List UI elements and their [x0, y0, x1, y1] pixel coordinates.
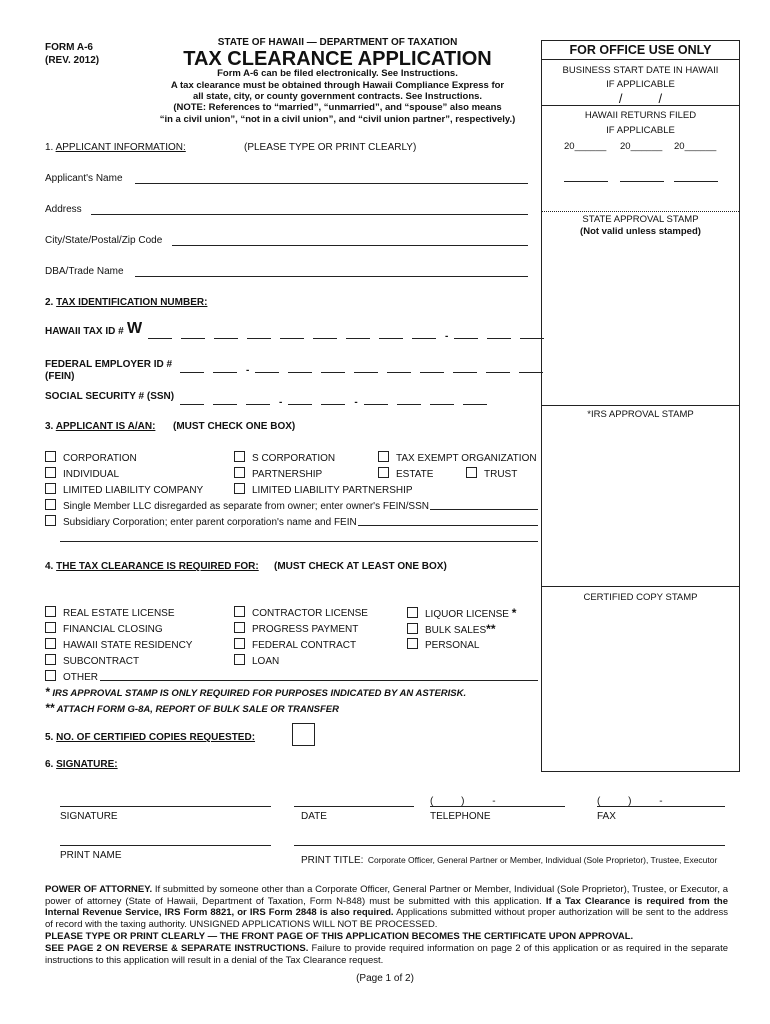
section-4-number: 4. — [45, 561, 54, 572]
print-title-options: Corporate Officer, General Partner or Member, Individual (Sole Proprietor), Trustee, Executor — [367, 855, 718, 865]
checkbox-other[interactable] — [45, 670, 98, 683]
bulk-note-asterisk: ** — [45, 701, 55, 715]
address-label: Address — [45, 204, 82, 215]
subsidiary-parent-field[interactable] — [358, 525, 538, 526]
telephone-field[interactable] — [430, 806, 565, 807]
fein-label-sub: (FEIN) — [45, 371, 75, 382]
estate-label: ESTATE — [396, 469, 434, 480]
fax-field[interactable] — [597, 806, 725, 807]
section-6-heading — [45, 759, 118, 770]
applicant-name-field[interactable] — [135, 183, 528, 184]
contractor-label: CONTRACTOR LICENSE — [252, 608, 368, 619]
checkbox-personal[interactable] — [407, 638, 479, 651]
poa-bold-1: If a Tax Clearance is required from the Internal Revenue Service, IRS Form 8821, or IRS Form 2848 is also required. — [45, 895, 728, 918]
checkbox-loan[interactable] — [234, 654, 279, 667]
date-label: DATE — [301, 811, 327, 822]
checkbox-bulk-sales[interactable] — [407, 622, 496, 636]
returns-year-1: 20______ — [564, 141, 607, 152]
subtitle-5: “in a civil union”, “not in a civil union”, and “civil union partner”, respectively.) — [159, 114, 516, 125]
print-title-field[interactable] — [294, 845, 725, 846]
agency-name: STATE OF HAWAII — DEPARTMENT OF TAXATION — [217, 37, 458, 48]
subtitle-4: (NOTE: References to “married”, “unmarried”, and “spouse” also means — [173, 102, 502, 113]
llc-label: LIMITED LIABILITY COMPANY — [63, 485, 204, 496]
checkbox-federal[interactable] — [234, 638, 356, 651]
checkbox-tax-exempt[interactable] — [378, 451, 537, 464]
personal-label: PERSONAL — [425, 640, 480, 651]
section-2-number: 2. — [45, 297, 54, 308]
liquor-label: LIQUOR LICENSE — [425, 609, 509, 620]
bulk-sales-label: BULK SALES — [425, 625, 487, 636]
subtitle-3: all state, city, or county government contracts. See Instructions. — [192, 91, 483, 102]
hawaii-tax-id-field[interactable]: - — [148, 326, 553, 344]
checkbox-llc[interactable] — [45, 483, 203, 496]
llp-label: LIMITED LIABILITY PARTNERSHIP — [252, 485, 413, 496]
print-clearly-notice: PLEASE TYPE OR PRINT CLEARLY — THE FRONT PAGE OF THIS APPLICATION BECOMES THE CERTIFICATE UPON APPROVAL. — [45, 931, 634, 942]
poa-label: POWER OF ATTORNEY. — [45, 884, 153, 895]
print-title-label — [301, 850, 717, 868]
checkbox-partnership[interactable] — [234, 467, 322, 480]
checkbox-s-corporation[interactable] — [234, 451, 335, 464]
checkbox-residency[interactable] — [45, 638, 192, 651]
office-use-title: FOR OFFICE USE ONLY — [569, 43, 712, 57]
irs-note-asterisk: * — [45, 685, 50, 699]
telephone-label: TELEPHONE — [430, 811, 491, 822]
state-approval-stamp-label: STATE APPROVAL STAMP — [582, 214, 699, 225]
form-title: TAX CLEARANCE APPLICATION — [183, 48, 492, 70]
business-start-date: / / — [618, 91, 663, 106]
section-5-title: NO. OF CERTIFIED COPIES REQUESTED: — [56, 732, 256, 743]
checkbox-subsidiary[interactable] — [45, 515, 357, 528]
section-4-note: (MUST CHECK AT LEAST ONE BOX) — [274, 561, 447, 572]
subcontract-label: SUBCONTRACT — [63, 656, 140, 667]
returns-filed-label: HAWAII RETURNS FILED — [584, 110, 697, 121]
residency-label: HAWAII STATE RESIDENCY — [63, 640, 193, 651]
section-1-number: 1. — [45, 142, 54, 153]
irs-approval-stamp-label: *IRS APPROVAL STAMP — [587, 409, 694, 420]
fein-label: FEDERAL EMPLOYER ID # — [45, 359, 173, 370]
real-estate-label: REAL ESTATE LICENSE — [63, 608, 175, 619]
section-5-heading — [45, 732, 255, 743]
financial-label: FINANCIAL CLOSING — [63, 624, 163, 635]
federal-label: FEDERAL CONTRACT — [252, 640, 357, 651]
certified-copies-box[interactable] — [292, 723, 315, 746]
section-1-title: APPLICANT INFORMATION: — [55, 142, 186, 153]
business-start-sub: IF APPLICABLE — [606, 79, 675, 90]
poa-text-2: Applications submitted without proper authorization will be sent to the address of record with the taxing authority. UNSIGNED APPLICATIONS WILL NOT BE PROCESSED. — [45, 907, 728, 930]
irs-note — [45, 685, 466, 699]
print-title-caption: PRINT TITLE: — [301, 855, 364, 866]
ssn-field[interactable]: - - — [180, 392, 496, 410]
checkbox-estate[interactable] — [378, 467, 433, 480]
returns-year-3: 20______ — [674, 141, 717, 152]
returns-filed-sub: IF APPLICABLE — [606, 125, 675, 136]
loan-label: LOAN — [252, 656, 280, 667]
checkbox-contractor[interactable] — [234, 606, 368, 619]
corporation-label: CORPORATION — [63, 453, 137, 464]
subtitle-2: A tax clearance must be obtained through Hawaii Compliance Express for — [170, 80, 505, 91]
checkbox-progress[interactable] — [234, 622, 358, 635]
section-4-heading — [45, 561, 259, 572]
ssn-label: SOCIAL SECURITY # (SSN) — [45, 391, 175, 402]
section-2-heading — [45, 297, 207, 308]
section-4-title: THE TAX CLEARANCE IS REQUIRED FOR: — [56, 561, 259, 572]
fax-label: FAX — [597, 811, 616, 822]
bulk-sales-asterisk: ** — [486, 622, 496, 636]
section-1-note: (PLEASE TYPE OR PRINT CLEARLY) — [244, 142, 417, 153]
checkbox-corporation[interactable] — [45, 451, 137, 464]
city-field[interactable] — [172, 245, 528, 246]
single-member-fein-field[interactable] — [430, 509, 538, 510]
section-3-title: APPLICANT IS A/AN: — [55, 421, 156, 432]
fax-format: ( ) - — [597, 796, 663, 807]
subtitle-1: Form A-6 can be filed electronically. See Instructions. — [217, 68, 458, 79]
other-field[interactable] — [100, 680, 538, 681]
address-field[interactable] — [91, 214, 528, 215]
checkbox-liquor[interactable] — [407, 606, 516, 620]
irs-note-text: IRS APPROVAL STAMP IS ONLY REQUIRED FOR PURPOSES INDICATED BY AN ASTERISK. — [52, 688, 467, 699]
date-field[interactable] — [294, 806, 414, 807]
applicant-name-label: Applicant's Name — [45, 173, 123, 184]
bulk-note — [45, 701, 339, 715]
print-name-field[interactable] — [60, 845, 271, 846]
section-5-number: 5. — [45, 732, 54, 743]
fein-field[interactable]: - — [180, 360, 552, 378]
section-3-number: 3. — [45, 421, 54, 432]
hawaii-tax-id-prefix: W — [127, 320, 143, 337]
partnership-label: PARTNERSHIP — [252, 469, 323, 480]
liquor-asterisk: * — [511, 606, 517, 620]
see-page-2-text: Failure to provide required information on page 2 of this application or as required in the separate instructions to this application will result in a denial of the Tax Clearance request. — [45, 943, 728, 966]
city-label: City/State/Postal/Zip Code — [45, 235, 163, 246]
office-use-panel — [541, 40, 740, 772]
section-6-title: SIGNATURE: — [56, 759, 118, 770]
page-number: (Page 1 of 2) — [356, 973, 414, 984]
dba-label: DBA/Trade Name — [45, 266, 124, 277]
telephone-format: ( ) - — [430, 796, 496, 807]
certified-copy-stamp-label: CERTIFIED COPY STAMP — [583, 592, 698, 603]
see-page-2-bold: SEE PAGE 2 ON REVERSE & SEPARATE INSTRUCTIONS. — [45, 943, 309, 954]
form-id: FORM A-6 — [45, 42, 93, 53]
checkbox-financial[interactable] — [45, 622, 163, 635]
checkbox-trust[interactable] — [466, 467, 517, 480]
progress-label: PROGRESS PAYMENT — [252, 624, 359, 635]
section-1-heading — [45, 142, 186, 153]
form-revision: (REV. 2012) — [45, 55, 100, 66]
section-3-heading — [45, 421, 155, 432]
business-start-label: BUSINESS START DATE IN HAWAII — [562, 65, 719, 76]
hawaii-tax-id-label: HAWAII TAX ID # — [45, 326, 124, 337]
checkbox-subcontract[interactable] — [45, 654, 139, 667]
individual-label: INDIVIDUAL — [63, 469, 120, 480]
bulk-note-text: ATTACH FORM G-8A, REPORT OF BULK SALE OR TRANSFER — [56, 704, 339, 715]
state-approval-note: (Not valid unless stamped) — [580, 226, 701, 237]
checkbox-single-member-llc[interactable] — [45, 499, 429, 512]
returns-year-2: 20______ — [620, 141, 663, 152]
signature-field[interactable] — [60, 806, 271, 807]
signature-label: SIGNATURE — [60, 811, 118, 822]
single-member-label: Single Member LLC disregarded as separate from owner; enter owner's FEIN/SSN — [63, 501, 429, 512]
tax-exempt-label: TAX EXEMPT ORGANIZATION — [396, 453, 537, 464]
section-3-note: (MUST CHECK ONE BOX) — [173, 421, 296, 432]
trust-label: TRUST — [484, 469, 518, 480]
poa-text-1: If submitted by someone other than a Corporate Officer, General Partner or Member, Individual (Sole Proprietor), Trustee, or Executor, a power of attorney (State of Hawaii, Department of Taxation, Form N-848) must be submitted with this application. — [45, 884, 728, 907]
checkbox-individual[interactable] — [45, 467, 119, 480]
checkbox-real-estate[interactable] — [45, 606, 175, 619]
power-of-attorney-paragraph — [45, 884, 728, 930]
see-page-2-notice — [45, 943, 728, 966]
dba-field[interactable] — [135, 276, 528, 277]
print-name-label: PRINT NAME — [60, 850, 122, 861]
checkbox-llp[interactable] — [234, 483, 413, 496]
subsidiary-label: Subsidiary Corporation; enter parent corporation's name and FEIN — [63, 517, 357, 528]
section-6-number: 6. — [45, 759, 54, 770]
other-label: OTHER — [63, 672, 98, 683]
s-corporation-label: S CORPORATION — [252, 453, 336, 464]
section-2-title: TAX IDENTIFICATION NUMBER: — [56, 297, 208, 308]
subsidiary-parent-field-2[interactable] — [60, 541, 538, 542]
